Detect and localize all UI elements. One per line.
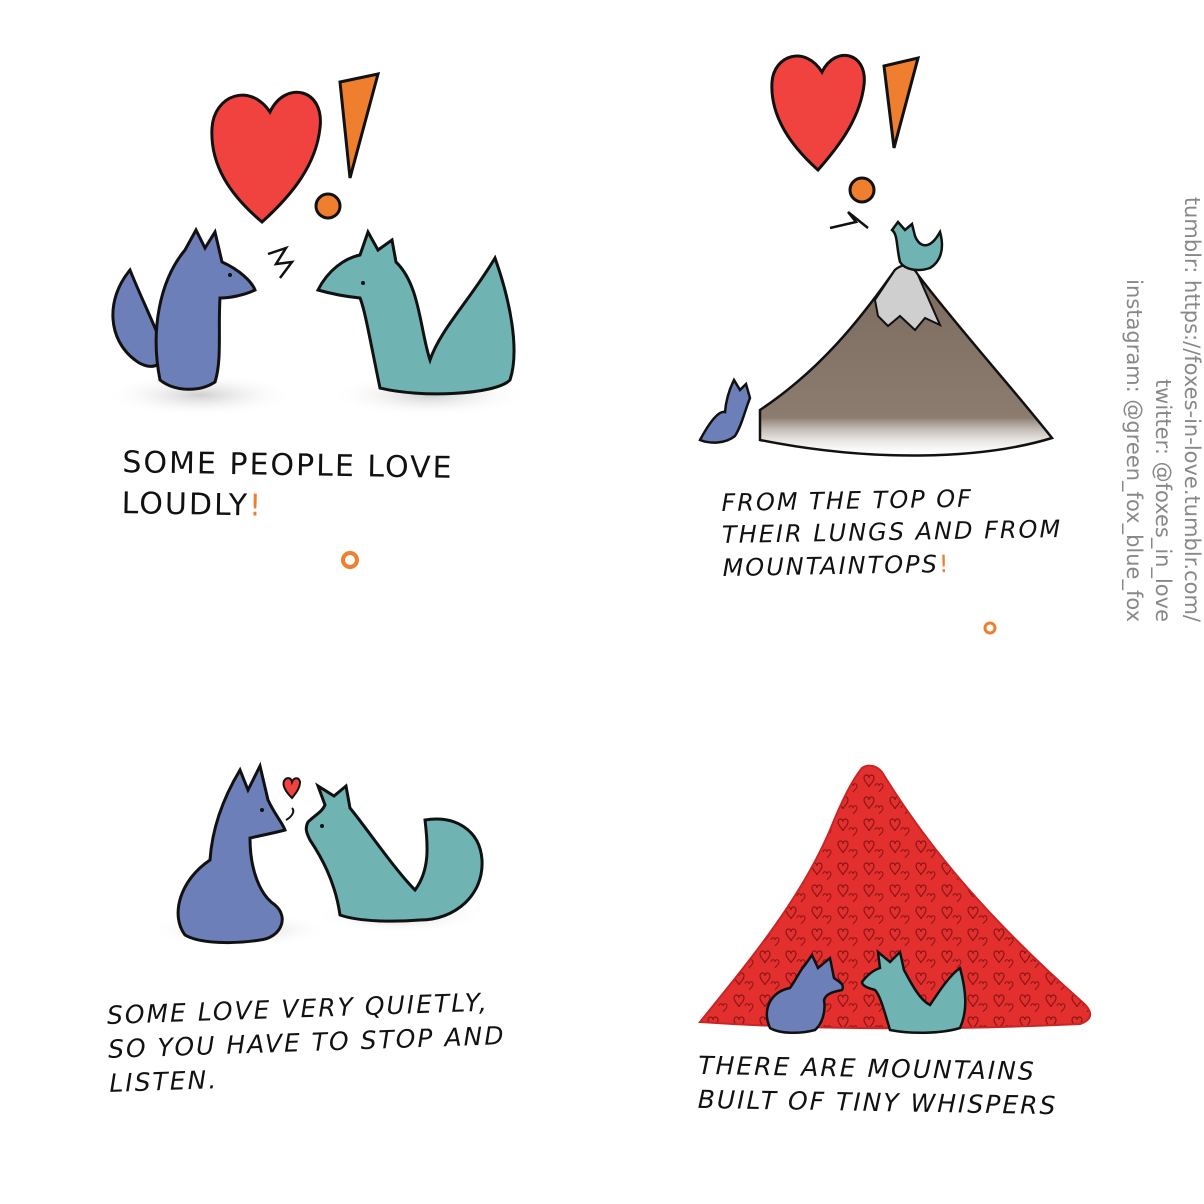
panel-4-caption [697,1049,1058,1123]
credit-tumblr: tumblr: https://foxes-in-love.tumblr.com/ [1180,196,1204,622]
credit-twitter: twitter: @foxes_in_love [1151,378,1175,622]
heart-icon [212,92,321,222]
speech-squiggle [830,212,868,228]
speech-squiggle [268,248,292,278]
blue-fox [113,230,255,389]
exclamation-icon [884,58,918,148]
exclamation-dot-icon [343,553,357,567]
exclamation-dot-icon [316,194,340,218]
blue-fox-small [700,380,750,443]
caption-text: SOME PEOPLE LOVE LOUDLY [121,445,454,523]
panel-3-caption [106,985,507,1100]
green-fox [306,786,482,921]
exclamation-dot-icon [850,178,874,202]
exclamation-icon [340,74,378,178]
caption-text: THERE ARE MOUNTAINS BUILT OF TINY WHISPERS [697,1050,1058,1120]
author-credits [1119,22,1204,622]
blue-fox [178,766,285,943]
caption-exclamation: ! [248,487,264,524]
panel-1-caption [121,443,454,530]
caption-exclamation: ! [938,549,951,578]
green-fox-on-peak [892,222,942,270]
heart-icon [772,55,864,170]
caption-text: FROM THE TOP OF THEIR LUNGS AND FROM MOUNTAINTOPS [721,484,1063,582]
panel-3 [150,766,485,948]
speech-squiggle [286,808,293,820]
green-fox [318,232,514,394]
caption-text: SOME LOVE VERY QUIETLY, SO YOU HAVE TO STOP AND LISTEN. [106,987,506,1098]
credit-instagram: instagram: @green_fox_blue_fox [1122,279,1146,622]
panel-2-caption [721,481,1063,584]
panel-4 [700,766,1090,1033]
exclamation-dot-icon [985,623,995,633]
small-heart-icon [283,778,300,798]
